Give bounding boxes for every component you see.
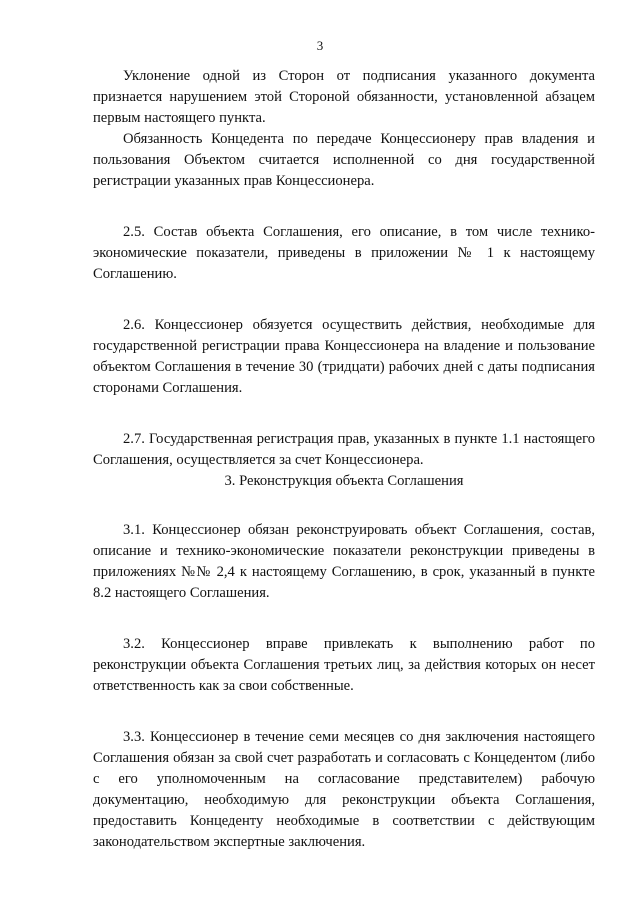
clause-2-7: 2.7. Государственная регистрация прав, указанных в пункте 1.1 настоящего Соглашения, осуществляется за счет Концессионера. (93, 431, 595, 468)
clause-3-3: 3.3. Концессионер в течение семи месяцев со дня заключения настоящего Соглашения обязан за свой счет разработать и согласовать с Концедентом (либо с его уполномоченным на согласование представителем) рабочую документацию, необходимую для реконструкции объекта Соглашения, предоставить Концеденту необходимые в соответствии с действующим законодательством экспертные заключения. (93, 729, 595, 850)
clause-3-1: 3.1. Концессионер обязан реконструировать объект Соглашения, состав, описание и технико-экономические показатели реконструкции приведены в приложениях №№ 2,4 к настоящему Соглашению, в срок, указанный в пункте 8.2 настоящего Соглашения. (93, 522, 595, 601)
clause-3-2: 3.2. Концессионер вправе привлекать к выполнению работ по реконструкции объекта Соглашения третьих лиц, за действия которых он несет ответственность как за свои собственные. (93, 636, 595, 694)
document-body (93, 66, 595, 853)
clause-2-6: 2.6. Концессионер обязуется осуществить действия, необходимые для государственной регистрации права Концессионера на владение и пользование объектом Соглашения в течение 30 (тридцати) рабочих дней с даты подписания сторонами Соглашения. (93, 317, 595, 396)
clause-2-5: 2.5. Состав объекта Соглашения, его описание, в том числе технико-экономические показатели, приведены в приложении № 1 к настоящему Соглашению. (93, 224, 595, 282)
section-3-heading: 3. Реконструкция объекта Соглашения (224, 473, 464, 489)
page-number: 3 (316, 38, 324, 53)
paragraph-evasion: Уклонение одной из Сторон от подписания указанного документа признается нарушением этой Стороной обязанности, установленной абзацем первым настоящего пункта. (93, 68, 595, 126)
paragraph-obligation: Обязанность Концедента по передаче Концессионеру прав владения и пользования Объектом считается исполненной со дня государственной регистрации указанных прав Концессионера. (93, 131, 595, 189)
